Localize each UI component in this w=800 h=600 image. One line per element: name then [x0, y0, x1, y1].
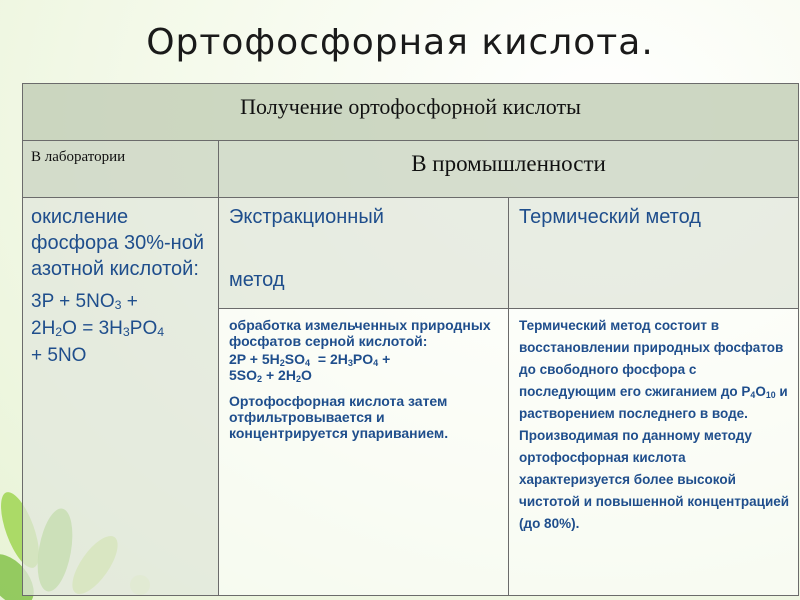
- lab-header: В лаборатории: [23, 141, 219, 198]
- lab-method-cell: [23, 198, 219, 596]
- data-table: [22, 83, 799, 596]
- thermal-method-title: Термический метод: [509, 198, 799, 309]
- thermal-text-a: Термический метод состоит в восстановлении природных фосфатов до свободного фосфора с последующим его сжиганием до: [519, 318, 784, 399]
- extraction-title-line1: Экстракционный: [229, 206, 384, 228]
- extraction-method-title: [219, 198, 509, 309]
- thermal-description: [509, 309, 799, 596]
- extraction-equation: $2P + 5H_2SO_4 = 2H_3PO_4$ + $5SO_2 + 2H_2O$: [229, 351, 391, 384]
- thermal-text-b: и растворением последнего в воде. Производимая по данному методу ортофосфорная кислота характеризуется более высокой чистотой и повышенной концентрацией (до 80%).: [519, 384, 790, 531]
- extraction-description: [219, 309, 509, 596]
- slide-title: Ортофосфорная кислота.: [146, 22, 654, 63]
- lab-text: окисление фосфора 30%-ной азотной кислотой:: [31, 206, 204, 280]
- extraction-text-2: Ортофосфорная кислота затем отфильтровывается и концентрируется упариванием.: [229, 393, 449, 441]
- extraction-text: обработка измельченных природных фосфатов серной кислотой:: [229, 317, 491, 349]
- thermal-formula: $P_4O_{10}$: [741, 384, 776, 400]
- extraction-title-line2: метод: [229, 269, 285, 291]
- lab-equation: $3P + 5NO_3$ + $2H_2O = 3H_3PO_4$ + 5NO: [31, 291, 165, 366]
- table-header: Получение ортофосфорной кислоты: [23, 84, 799, 141]
- industry-header: В промышленности: [219, 141, 799, 198]
